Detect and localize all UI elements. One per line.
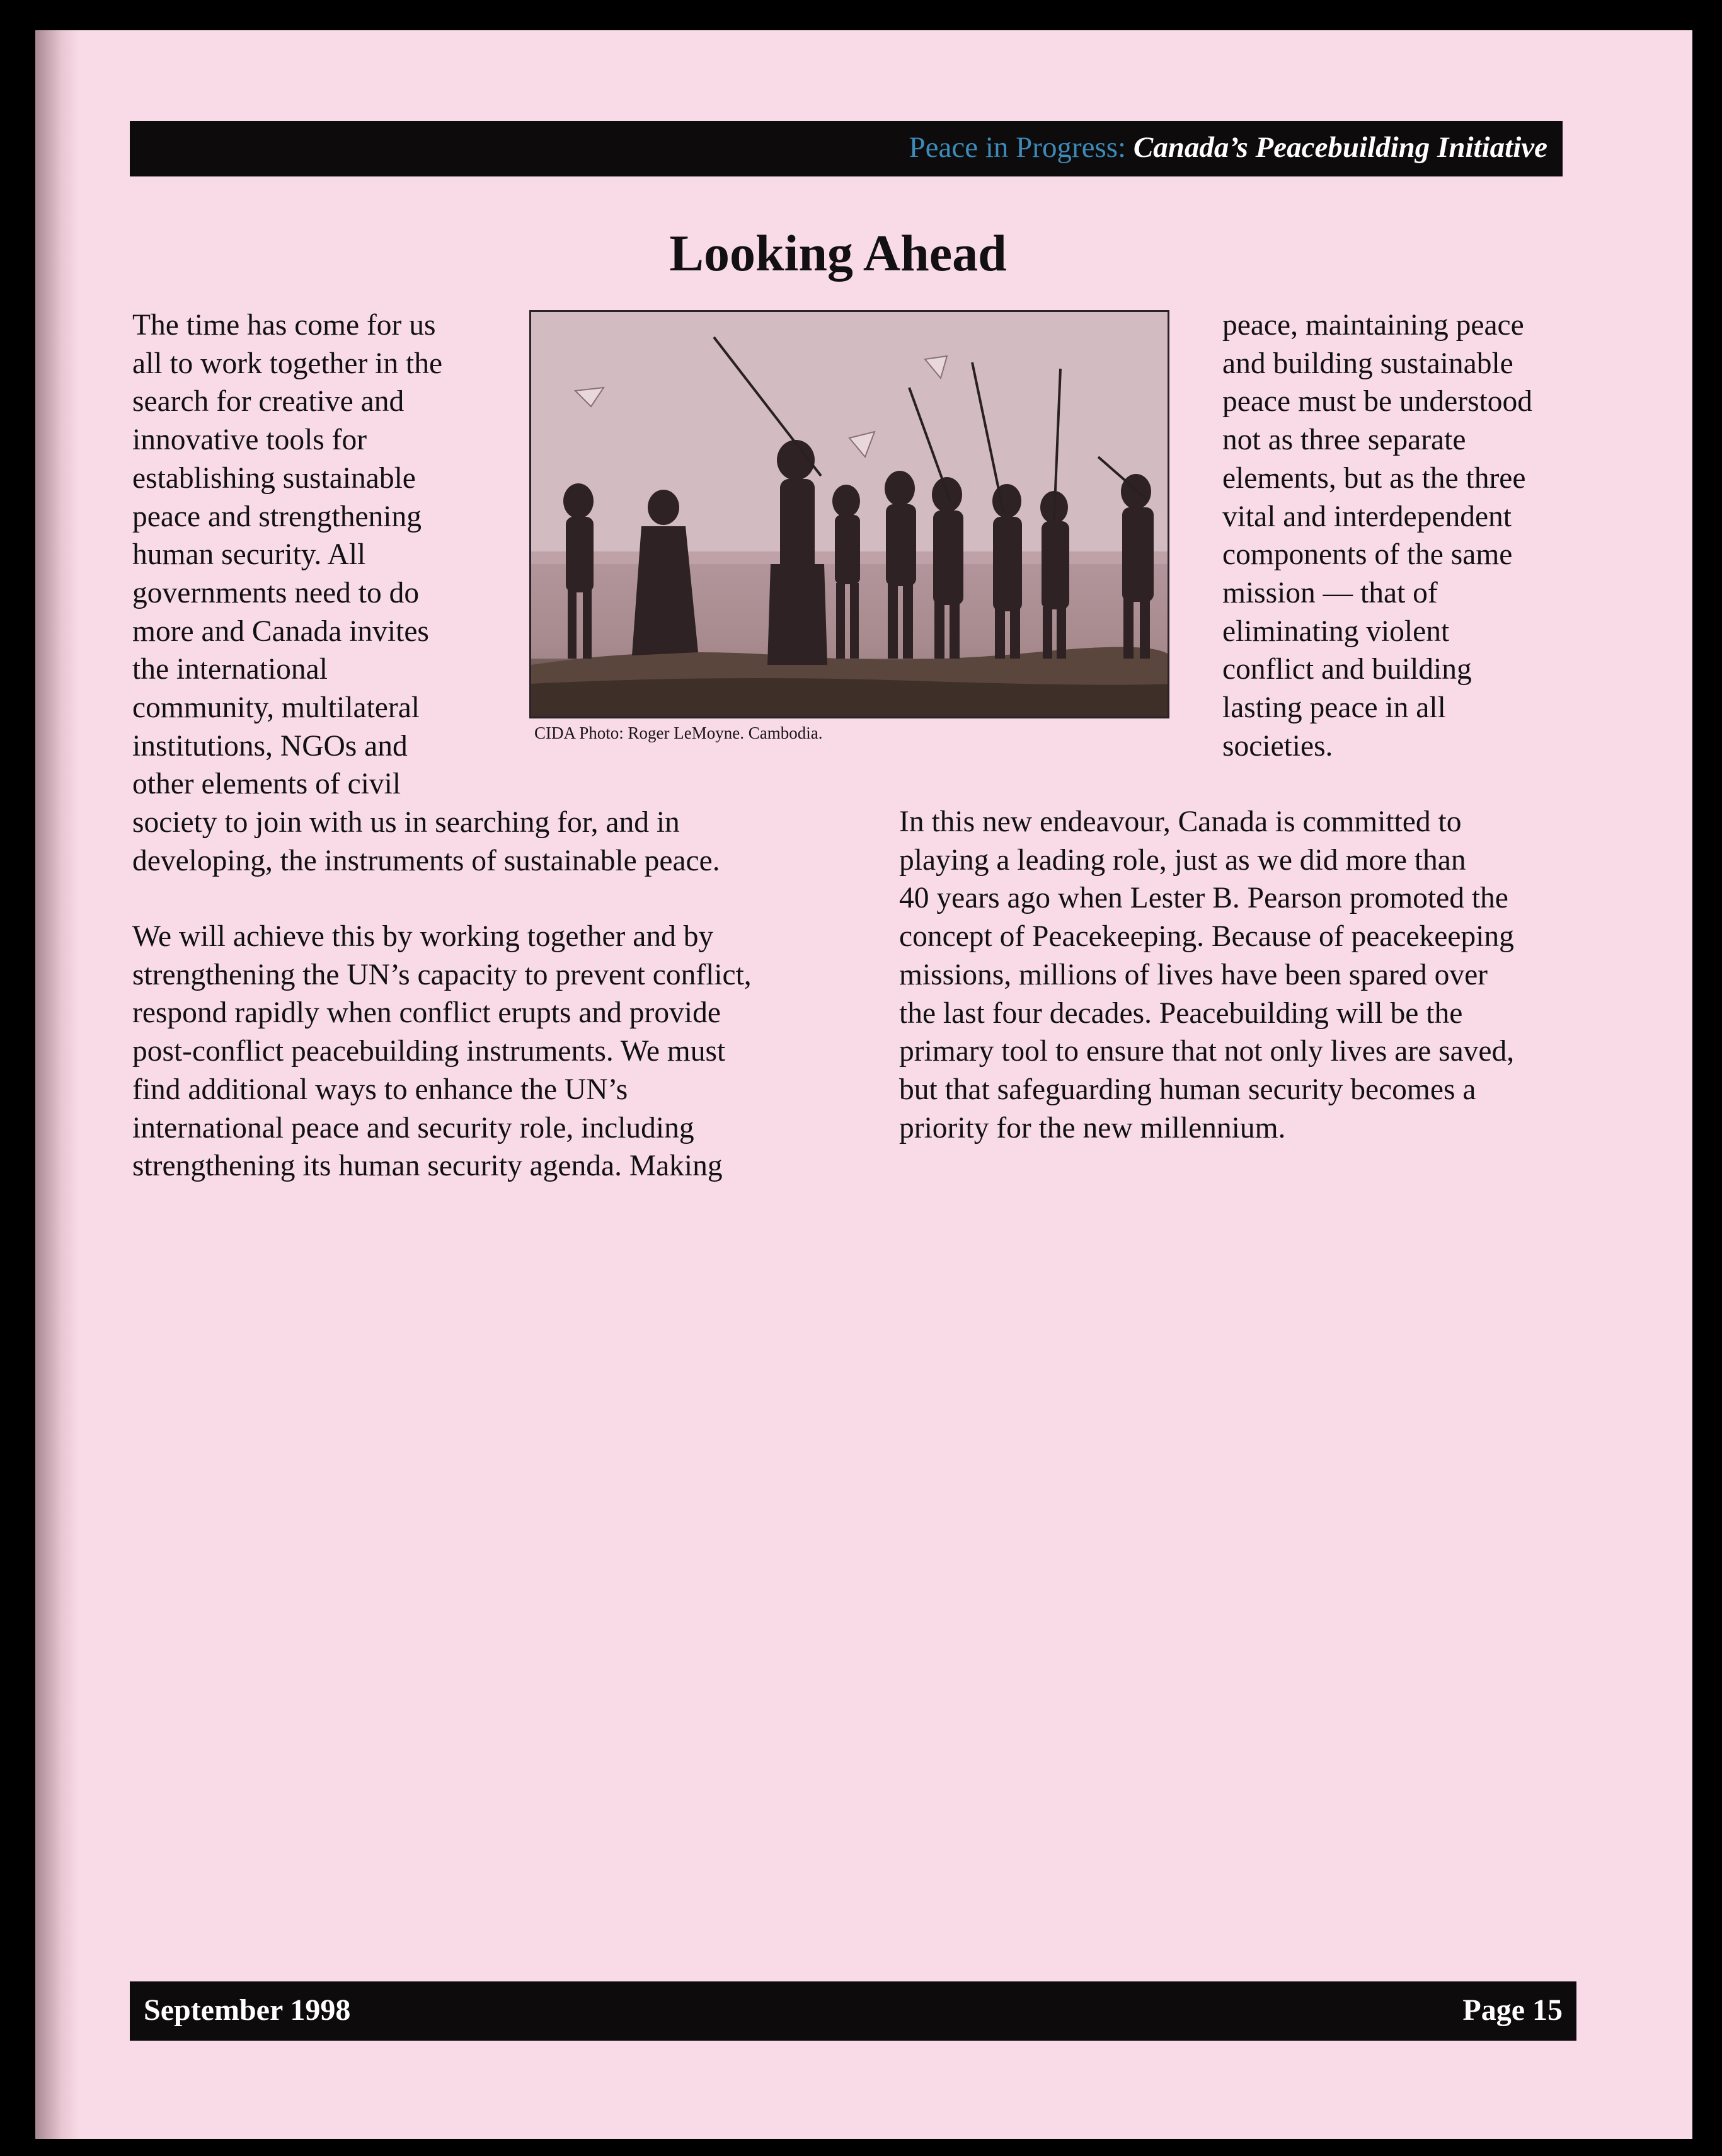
right-column-paragraph-1 [1222, 306, 1532, 765]
text-line: not as three separate [1222, 424, 1466, 457]
running-header [130, 121, 1563, 176]
text-line: eliminating violent [1222, 614, 1450, 648]
footer-date: September 1998 [144, 1993, 351, 2027]
text-line: elements, but as the three [1222, 461, 1526, 495]
text-line: peace must be understood [1222, 385, 1533, 418]
text-line: establishing sustainable [132, 461, 416, 495]
text-line: societies. [1222, 729, 1333, 763]
text-line: conflict and building [1222, 653, 1472, 686]
text-line: respond rapidly when conflict erupts and provide [132, 996, 721, 1030]
text-line: the last four decades. Peacebuilding will be the [899, 996, 1463, 1030]
text-line: and building sustainable [1222, 347, 1513, 380]
running-header-text [909, 129, 1547, 166]
text-line: vital and interdependent [1222, 500, 1512, 533]
text-line: The time has come for us [132, 309, 436, 342]
text-line: post-conflict peacebuilding instruments. We must [132, 1035, 726, 1068]
children-photo [529, 310, 1169, 718]
text-line: lasting peace in all [1222, 691, 1446, 725]
text-line: but that safeguarding human security becomes a [899, 1073, 1476, 1106]
text-line: the international [132, 653, 328, 686]
page-spine-shadow [35, 30, 79, 2139]
text-line: strengthening its human security agenda. Making [132, 1150, 723, 1183]
text-line: peace, maintaining peace [1222, 309, 1524, 342]
text-line: In this new endeavour, Canada is committed to [899, 805, 1462, 838]
text-line: We will achieve this by working together and by [132, 920, 714, 953]
text-line: components of the same [1222, 538, 1513, 572]
header-title: Canada’s Peacebuilding Initiative [1133, 131, 1547, 164]
text-line: international peace and security role, including [132, 1111, 694, 1144]
text-line: primary tool to ensure that not only lives are saved, [899, 1035, 1515, 1068]
text-line: other elements of civil [132, 768, 401, 801]
footer-page-number: Page 15 [1462, 1993, 1563, 2027]
page-footer [130, 1981, 1576, 2041]
text-line: society to join with us in searching for, and in [132, 806, 680, 839]
right-column-paragraph-2 [899, 803, 1514, 1147]
text-line: developing, the instruments of sustainable peace. [132, 844, 720, 877]
photo-caption: CIDA Photo: Roger LeMoyne. Cambodia. [534, 723, 823, 742]
text-line: find additional ways to enhance the UN’s [132, 1073, 628, 1106]
text-line: all to work together in the [132, 347, 443, 380]
text-line: strengthening the UN’s capacity to prevent conflict, [132, 958, 752, 991]
text-line: peace and strengthening [132, 500, 422, 533]
text-line: missions, millions of lives have been spared over [899, 958, 1488, 991]
article-title: Looking Ahead [669, 224, 1007, 282]
text-line: search for creative and [132, 385, 405, 418]
text-line: 40 years ago when Lester B. Pearson promoted the [899, 882, 1508, 915]
text-line: institutions, NGOs and [132, 729, 408, 763]
left-column-paragraph-2 [132, 918, 752, 1185]
text-line: human security. All [132, 538, 366, 572]
text-line: more and Canada invites [132, 614, 429, 648]
text-line: community, multilateral [132, 691, 420, 725]
text-line: mission — that of [1222, 576, 1438, 609]
header-section: Peace in Progress: [909, 131, 1127, 164]
text-line: governments need to do [132, 576, 420, 609]
text-line: priority for the new millennium. [899, 1111, 1286, 1144]
children-playing-illustration [531, 312, 1169, 718]
text-line: innovative tools for [132, 424, 367, 457]
text-line: playing a leading role, just as we did more than [899, 843, 1466, 877]
text-line: concept of Peacekeeping. Because of peacekeeping [899, 920, 1514, 954]
